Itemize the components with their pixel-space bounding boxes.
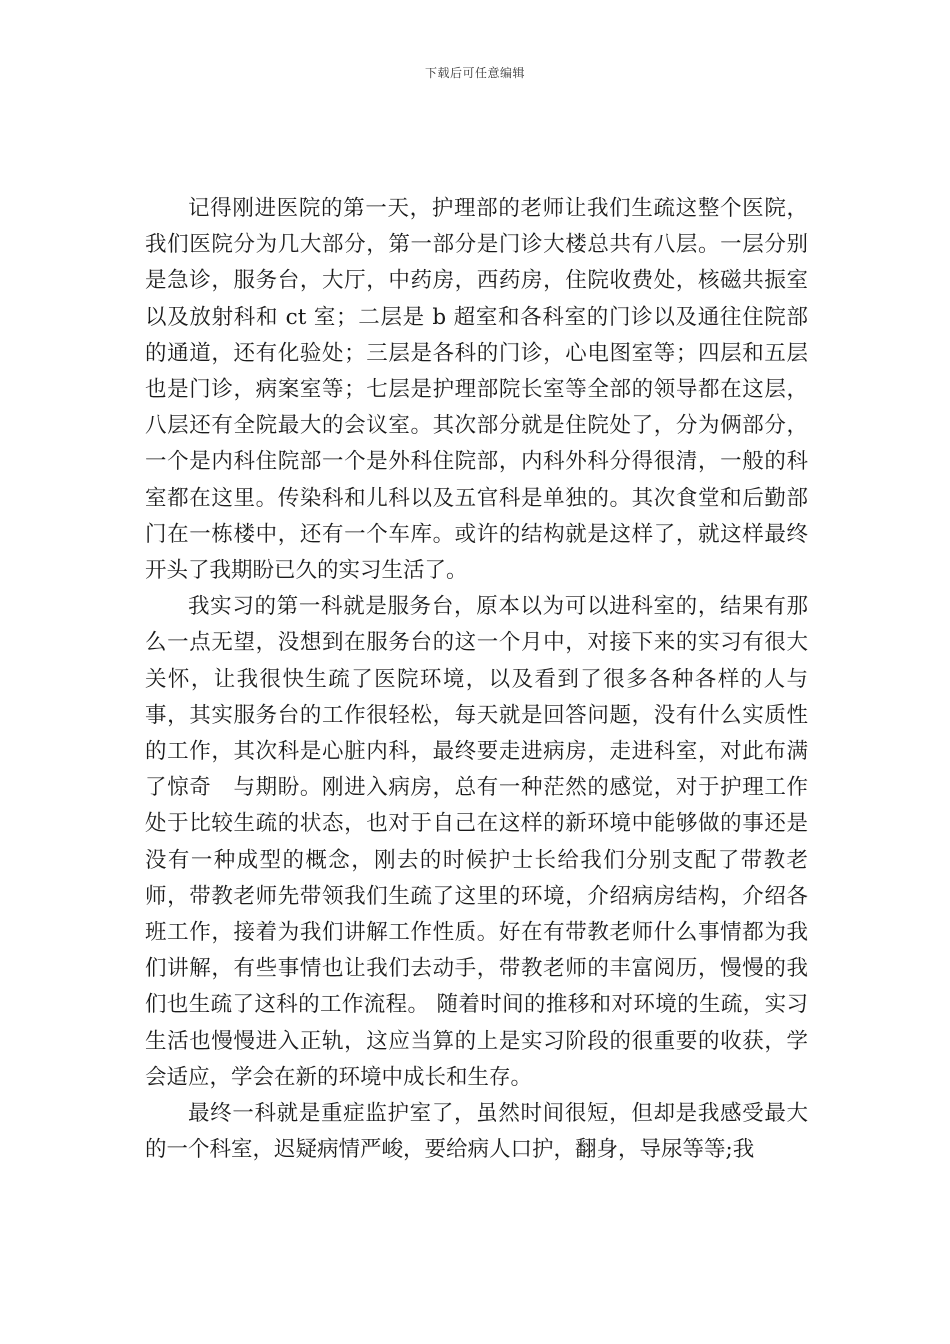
page-header: 下载后可任意编辑 bbox=[424, 66, 525, 80]
paragraph-icu: 最终一科就是重症监护室了，虽然时间很短，但却是我感受最大的一个科室，迟疑病情严峻，要给病人口护，翻身，导尿等等;我 bbox=[145, 1101, 808, 1163]
paragraph-hospital-layout: 记得刚进医院的第一天，护理部的老师让我们生疏这整个医院，我们医院分为几大部分，第一部分是门诊大楼总共有八层。一层分别是急诊，服务台，大厅，中药房，西药房，住院收费处，核磁共振室以及放射科和 ct 室；二层是 b 超室和各科室的门诊以及通往住院部的通道，还有化验处；三层是各科的门诊，心电图室等；四层和五层也是门诊，病案室等；七层是护理部院长室等全部的领导都在这层，八层还有全院最大的会议室。其次部分就是住院处了，分为俩部分，一个是内科住院部一个是外科住院部，内科外科分得很清，一般的科室都在这里。传染科和儿科以及五官科是单独的。其次食堂和后勤部门在一栋楼中，还有一个车库。或许的结构就是这样了，就这样最终开头了我期盼已久的实习生活了。 bbox=[145, 196, 808, 584]
paragraph-service-desk: 我实习的第一科就是服务台，原本以为可以进科室的，结果有那么一点无望，没想到在服务台的这一个月中，对接下来的实习有很大关怀，让我很快生疏了医院环境，以及看到了很多各种各样的人与事，其实服务台的工作很轻松，每天就是回答问题，没有什么实质性的工作，其次科是心脏内科，最终要走进病房，走进科室，对此布满了惊奇 与期盼。刚进入病房，总有一种茫然的感觉，对于护理工作处于比较生疏的状态，也对于自己在这样的新环境中能够做的事还是没有一种成型的概念，刚去的时候护士长给我们分别支配了带教老师，带教老师先带领我们生疏了这里的环境，介绍病房结构，介绍各班工作，接着为我们讲解工作性质。好在有带教老师什么事情都为我们讲解，有些事情也让我们去动手，带教老师的丰富阅历，慢慢的我们也生疏了这科的工作流程。 随着时间的推移和对环境的生疏，实习生活也慢慢进入正轨，这应当算的上是实习阶段的很重要的收获，学会适应，学会在新的环境中成长和生存。 bbox=[145, 594, 808, 1090]
document-body bbox=[145, 191, 808, 1168]
